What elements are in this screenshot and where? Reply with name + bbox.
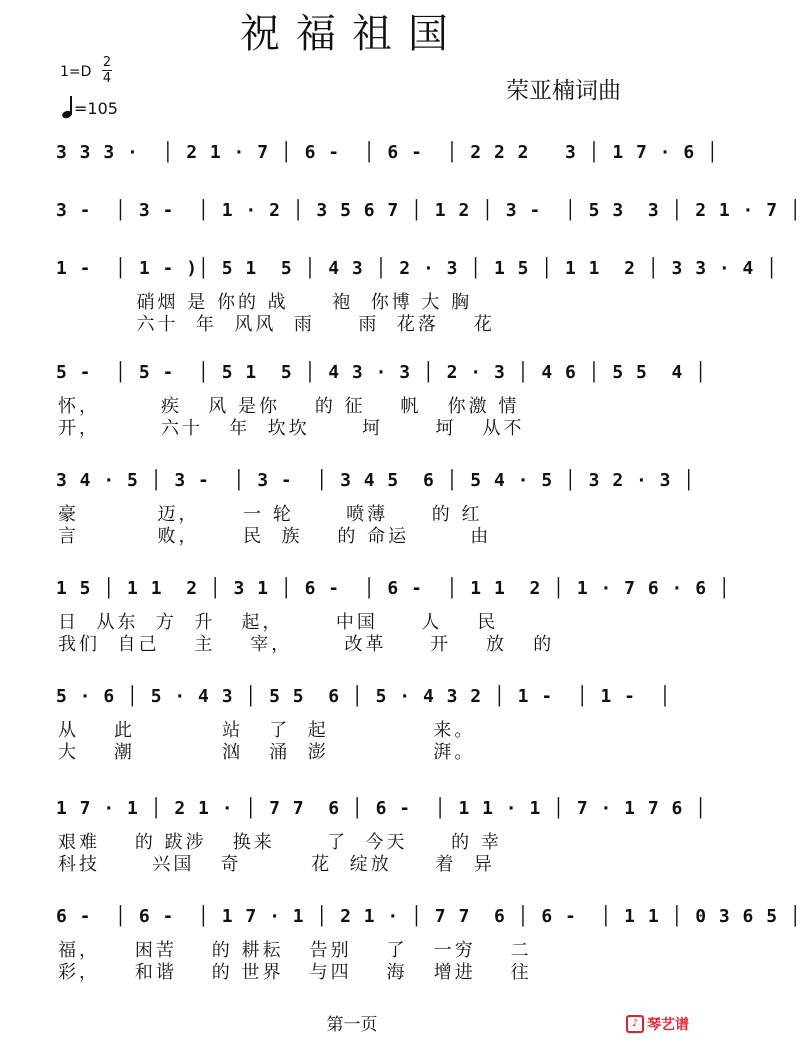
notation-line: 1 7 · 1 │ 2 1 · │ 7 7 6 │ 6 - │ 1 1 · 1 │ 7 · 1 7 6 │ [56,798,708,819]
time-signature-top: 2 [102,55,112,70]
lyric-verse-1: 豪 迈， 一 轮 喷薄 的 红 [58,504,483,525]
lyric-verse-2: 科技 兴国 奇 花 绽放 着 异 [58,854,495,875]
notation-line: 1 - │ 1 - )│ 5 1 5 │ 4 3 │ 2 · 3 │ 1 5 │ 1 1 2 │ 3 3 · 4 │ [56,258,779,279]
lyric-verse-2: 彩， 和谐 的 世界 与四 海 增进 往 [58,962,532,983]
tempo-marking [62,96,118,118]
lyric-verse-2: 大 潮 汹 涌 澎 湃。 [58,742,476,763]
notation-line: 3 4 · 5 │ 3 - │ 3 - │ 3 4 5 6 │ 5 4 · 5 │ 3 2 · 3 │ [56,470,696,491]
time-signature-bottom: 4 [102,71,112,86]
notation-line: 5 · 6 │ 5 · 4 3 │ 5 5 6 │ 5 · 4 3 2 │ 1 - │ 1 - │ [56,686,672,707]
logo-mark-icon: ♪ [626,1015,644,1033]
notation-line: 1 5 │ 1 1 2 │ 3 1 │ 6 - │ 6 - │ 1 1 2 │ 1 · 7 6 · 6 │ [56,578,731,599]
lyric-verse-1: 福， 困苦 的 耕耘 告别 了 一穷 二 [58,940,532,961]
page-footer: 第一页 [326,1015,378,1035]
notation-line: 3 3 3 · │ 2 1 · 7 │ 6 - │ 6 - │ 2 2 2 3 │ 1 7 · 6 │ [56,142,719,163]
tempo-value: =105 [74,99,118,118]
lyric-verse-2: 我们 自己 主 宰， 改革 开 放 的 [58,634,555,655]
lyric-verse-1: 艰难 的 跋涉 换来 了 今天 的 幸 [58,832,502,853]
notation-line: 3 - │ 3 - │ 1 · 2 │ 3 5 6 7 │ 1 2 │ 3 - │ 5 3 3 │ 2 1 · 7 │ [56,200,802,221]
composer-credit: 荣亚楠词曲 [506,78,621,104]
notation-line: 5 - │ 5 - │ 5 1 5 │ 4 3 · 3 │ 2 · 3 │ 4 6 │ 5 5 4 │ [56,362,708,383]
logo-text: 琴艺谱 [647,1017,689,1033]
notation-line: 6 - │ 6 - │ 1 7 · 1 │ 2 1 · │ 7 7 6 │ 6 - │ 1 1 │ 0 3 6 5 │ [56,906,802,927]
site-logo [626,1014,689,1034]
lyric-verse-1: 日 从东 方 升 起， 中国 人 民 [58,612,499,633]
lyric-verse-1: 从 此 站 了 起 来。 [58,720,476,741]
time-signature [102,56,112,85]
song-title: 祝福祖国 [240,11,464,57]
key-signature: 1=D [60,64,92,80]
quarter-note-icon [62,96,72,118]
lyric-verse-2: 六十 年 风风 雨 雨 花落 花 [58,314,495,335]
lyric-verse-2: 开， 六十 年 坎坎 坷 坷 从不 [58,418,525,439]
lyric-verse-2: 言 败， 民 族 的 命运 由 [58,526,492,547]
lyric-verse-1: 硝烟 是 你的 战 袍 你博 大 胸 [58,292,473,313]
lyric-verse-1: 怀， 疾 风 是你 的 征 帆 你激 情 [58,396,520,417]
